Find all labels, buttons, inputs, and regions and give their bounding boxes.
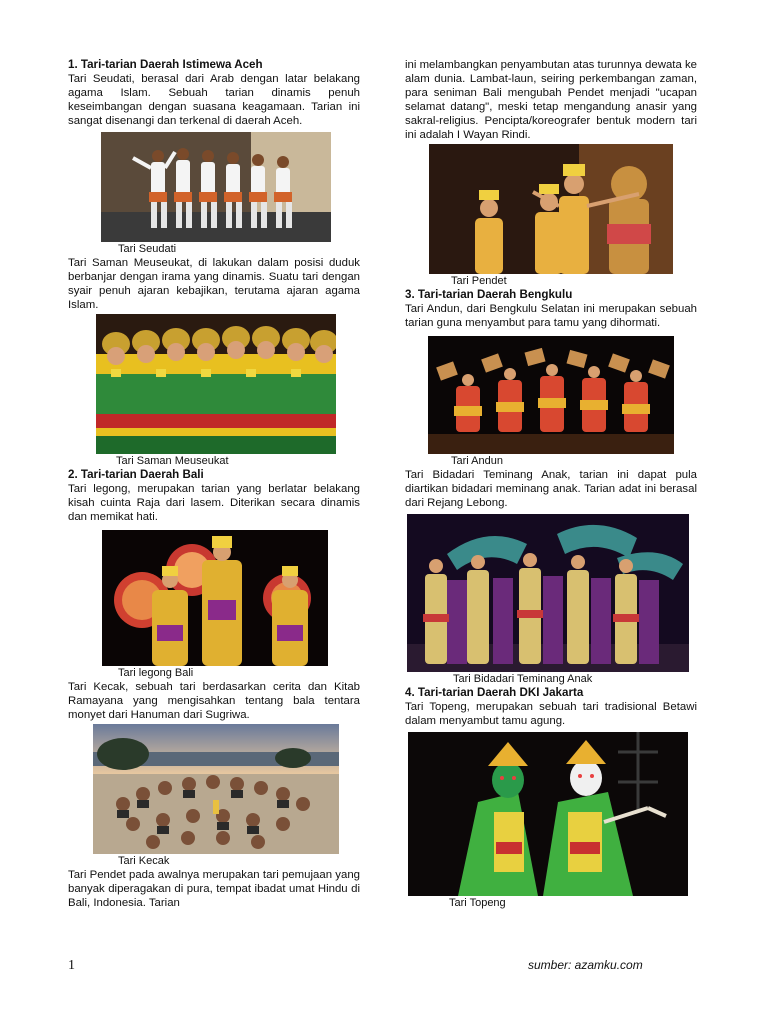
caption-andun: Tari Andun xyxy=(451,455,503,467)
page-number: 1 xyxy=(68,958,75,973)
paragraph-seudati: Tari Seudati, berasal dari Arab dengan latar belakang agama Islam. Sebuah tarian dinamis penuh keseimbangan dengan suasana keagamaan. Tarian ini sangat disenangi dan terkenal di daerah Aceh. xyxy=(68,73,360,127)
paragraph-pendet-start: Tari Pendet pada awalnya merupakan tari pemujaan yang banyak diperagakan di pura, tempat ibadat umat Hindu di Bali, Indonesia. Tarian xyxy=(68,869,360,909)
heading-bali: 2. Tari-tarian Daerah Bali xyxy=(68,468,204,481)
paragraph-andun: Tari Andun, dari Bengkulu Selatan ini merupakan sebuah tarian guna menyambut para tamu yang dihormati. xyxy=(405,303,697,329)
photo-saman xyxy=(96,314,336,454)
caption-pendet: Tari Pendet xyxy=(451,275,507,287)
caption-topeng: Tari Topeng xyxy=(449,897,506,909)
caption-legong: Tari legong Bali xyxy=(118,667,194,679)
photo-legong xyxy=(102,530,328,666)
caption-bidadari: Tari Bidadari Teminang Anak xyxy=(453,673,593,685)
photo-pendet xyxy=(429,144,673,274)
paragraph-pendet-cont: ini melambangkan penyambutan atas turunnya dewata ke alam dunia. Lambat-laun, seiring perkembangan zaman, para seniman Bali mengubah Pendet menjadi "ucapan selamat datang", meski tetap mengandung anasir yang sakral-religius. Pencipta/koreografer bentuk modern tari ini adalah I Wayan Rindi. xyxy=(405,59,697,141)
photo-seudati xyxy=(101,132,331,242)
caption-kecak: Tari Kecak xyxy=(118,855,170,867)
paragraph-saman: Tari Saman Meuseukat, di lakukan dalam posisi duduk berbanjar dengan irama yang dinamis. Suatu tari dengan syair penuh ajaran kebajikan, terutama ajaran agama Islam. xyxy=(68,257,360,311)
photo-andun xyxy=(428,336,674,454)
photo-topeng xyxy=(408,732,688,896)
paragraph-bidadari: Tari Bidadari Teminang Anak, tarian ini dapat pula diartikan bidadari meminang anak. Tarian adat ini berasal dari Rejang Lebong. xyxy=(405,469,697,509)
heading-jakarta: 4. Tari-tarian Daerah DKI Jakarta xyxy=(405,686,584,699)
heading-aceh: 1. Tari-tarian Daerah Istimewa Aceh xyxy=(68,58,263,71)
photo-bidadari xyxy=(407,514,689,672)
paragraph-legong: Tari legong, merupakan tarian yang berlatar belakang kisah cuinta Raja dari lasem. Diterikan secara dinamis dan memikat hati. xyxy=(68,483,360,523)
paragraph-topeng: Tari Topeng, merupakan sebuah tari tradisional Betawi dalam menyambut tamu agung. xyxy=(405,701,697,727)
paragraph-kecak: Tari Kecak, sebuah tari berdasarkan cerita dan Kitab Ramayana yang mengisahkan tentang bala tentara monyet dari Hanuman dari Sugriwa. xyxy=(68,681,360,721)
heading-bengkulu: 3. Tari-tarian Daerah Bengkulu xyxy=(405,288,573,301)
left-column xyxy=(68,58,360,910)
photo-kecak xyxy=(93,724,339,854)
caption-seudati: Tari Seudati xyxy=(118,243,177,255)
source-credit: sumber: azamku.com xyxy=(528,958,643,972)
caption-saman: Tari Saman Meuseukat xyxy=(116,455,229,467)
right-column xyxy=(405,58,697,910)
